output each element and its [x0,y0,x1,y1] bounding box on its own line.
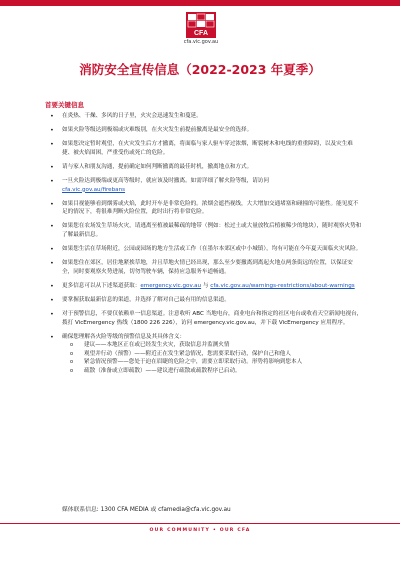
list-item: • 一旦火险达到极端或更高等级时，就应该及时撤离。如需详细了解火险等级，请访问 cfa.vic.gov.au/firebans [45,177,363,194]
footer-divider [0,523,400,524]
list-item: • 请与家人和朋友沟通，提前确定如何判断撤离的最佳时机，撤离地点和方式。 [45,163,363,172]
list-item: • 对于预警信息，不要仅依赖单一信息渠道。注意收听 ABC 当地电台，商业电台和指定的社区电台或收看天空新闻电视台，拨打 VicEmergency 热线（1800 226 226），访问 emergency.vic.gov.au，并下载 VicEmergency 应用程序。 [45,310,363,327]
warnings-link[interactable]: cfa.vic.gov.au/warnings-restrictions/about-warnings [210,282,355,289]
list-item: • 要掌握获取最新信息的渠道，并选择了解对自己最有用的信息渠道。 [45,296,363,305]
list-item: • 如果您生活在草场附近，公园或园场的地方生活或工作（在墨尔本郊区或中小城镇），均有可能在今年夏天面临火灾风险。 [45,245,363,254]
key-messages-list [45,112,363,381]
logo-text: CFA [194,30,208,37]
firebans-link[interactable]: cfa.vic.gov.au/firebans [62,186,126,193]
sub-list-item: o 建议——本地区正在或已经发生火灾，获取信息并监测火情 [62,341,363,350]
logo-url: cfa.vic.gov.au [183,39,219,45]
list-item: • 确保您理解各火险等级的预警信息及其具体含义： o 建议——本地区正在或已经发生火灾，获取信息并监测火情 o 观望并行动（预警）——附近正在发生紧急情况，您需要采取行动，保护自己和他人 o 紧急情况预警——您处于迫在眉睫的危险之中，需要立即采取行动。形势将影响到您本人 o 疏散（准备或立即疏散）——建议进行疏散或疏散程序已启动。 [45,333,363,376]
warning-levels-list [62,341,363,375]
top-accent-bar [0,0,400,6]
list-item: • 在炎热、干燥、多风的日子里，火灾会迅速发生和蔓延。 [45,112,363,121]
list-item: • 如果您决定暂时观望，在火灾发生后方才撤离，将面临与家人驱车穿过浓烟，断裂树木和电线的重重障碍，以及灾生难捷、被火焰围困，严重受伤或死亡的危险。 [45,140,363,157]
sub-list-item: o 紧急情况预警——您处于迫在眉睫的危险之中，需要立即采取行动。形势将影响到您本人 [62,358,363,367]
list-item: • 如果火险等级达到极端或灾难级别，在火灾发生前提前撤离是最安全的选择。 [45,126,363,135]
sub-list-item: o 观望并行动（预警）——附近正在发生紧急情况，您需要采取行动，保护自己和他人 [62,350,363,359]
list-item: • 如果您住在郊区，居住地紧挨草地，并且草地火情已经出现，那么至少要撤离到离起火地点两条街远的位置，以保证安全，同时要观察火势进展，切勿驾驶车辆，保持应急服务车道畅通。 [45,259,363,276]
list-item: • 如果您在农场发生草场火灾，请逃离至植被最稀疏的地带（例如：松过土或大量放牧后植被稀少的地块），随时观察火势和了解最新信息。 [45,222,363,239]
cfa-logo-icon [186,12,216,38]
page-title: 消防安全宣传信息（2022-2023 年夏季） [79,62,321,77]
section-heading: 首要关键信息 [45,101,84,109]
cfa-logo [181,12,221,45]
emergency-link[interactable]: emergency.vic.gov.au [140,282,202,289]
footer-tagline: OUR COMMUNITY • OUR CFA [149,528,251,533]
list-item: • 如果目视能够看到烟雾或火焰，此时开车是非常危险的。浓烟会遮挡视线，大大增加交通堵塞和碰撞的可能性。能见度不足的情况下，将很难判断火险位置，此时出行将非常危险。 [45,200,363,217]
list-item: • 更多信息可以从下述渠道获取：emergency.vic.gov.au 与 cfa.vic.gov.au/warnings-restrictions/about-warnings [45,282,363,291]
media-contact: 媒体联系信息: 1300 CFA MEDIA 或 cfamedia@cfa.vic.gov.au [62,507,231,513]
sub-list-item: o 疏散（准备或立即疏散）——建议进行疏散或疏散程序已启动。 [62,367,363,376]
